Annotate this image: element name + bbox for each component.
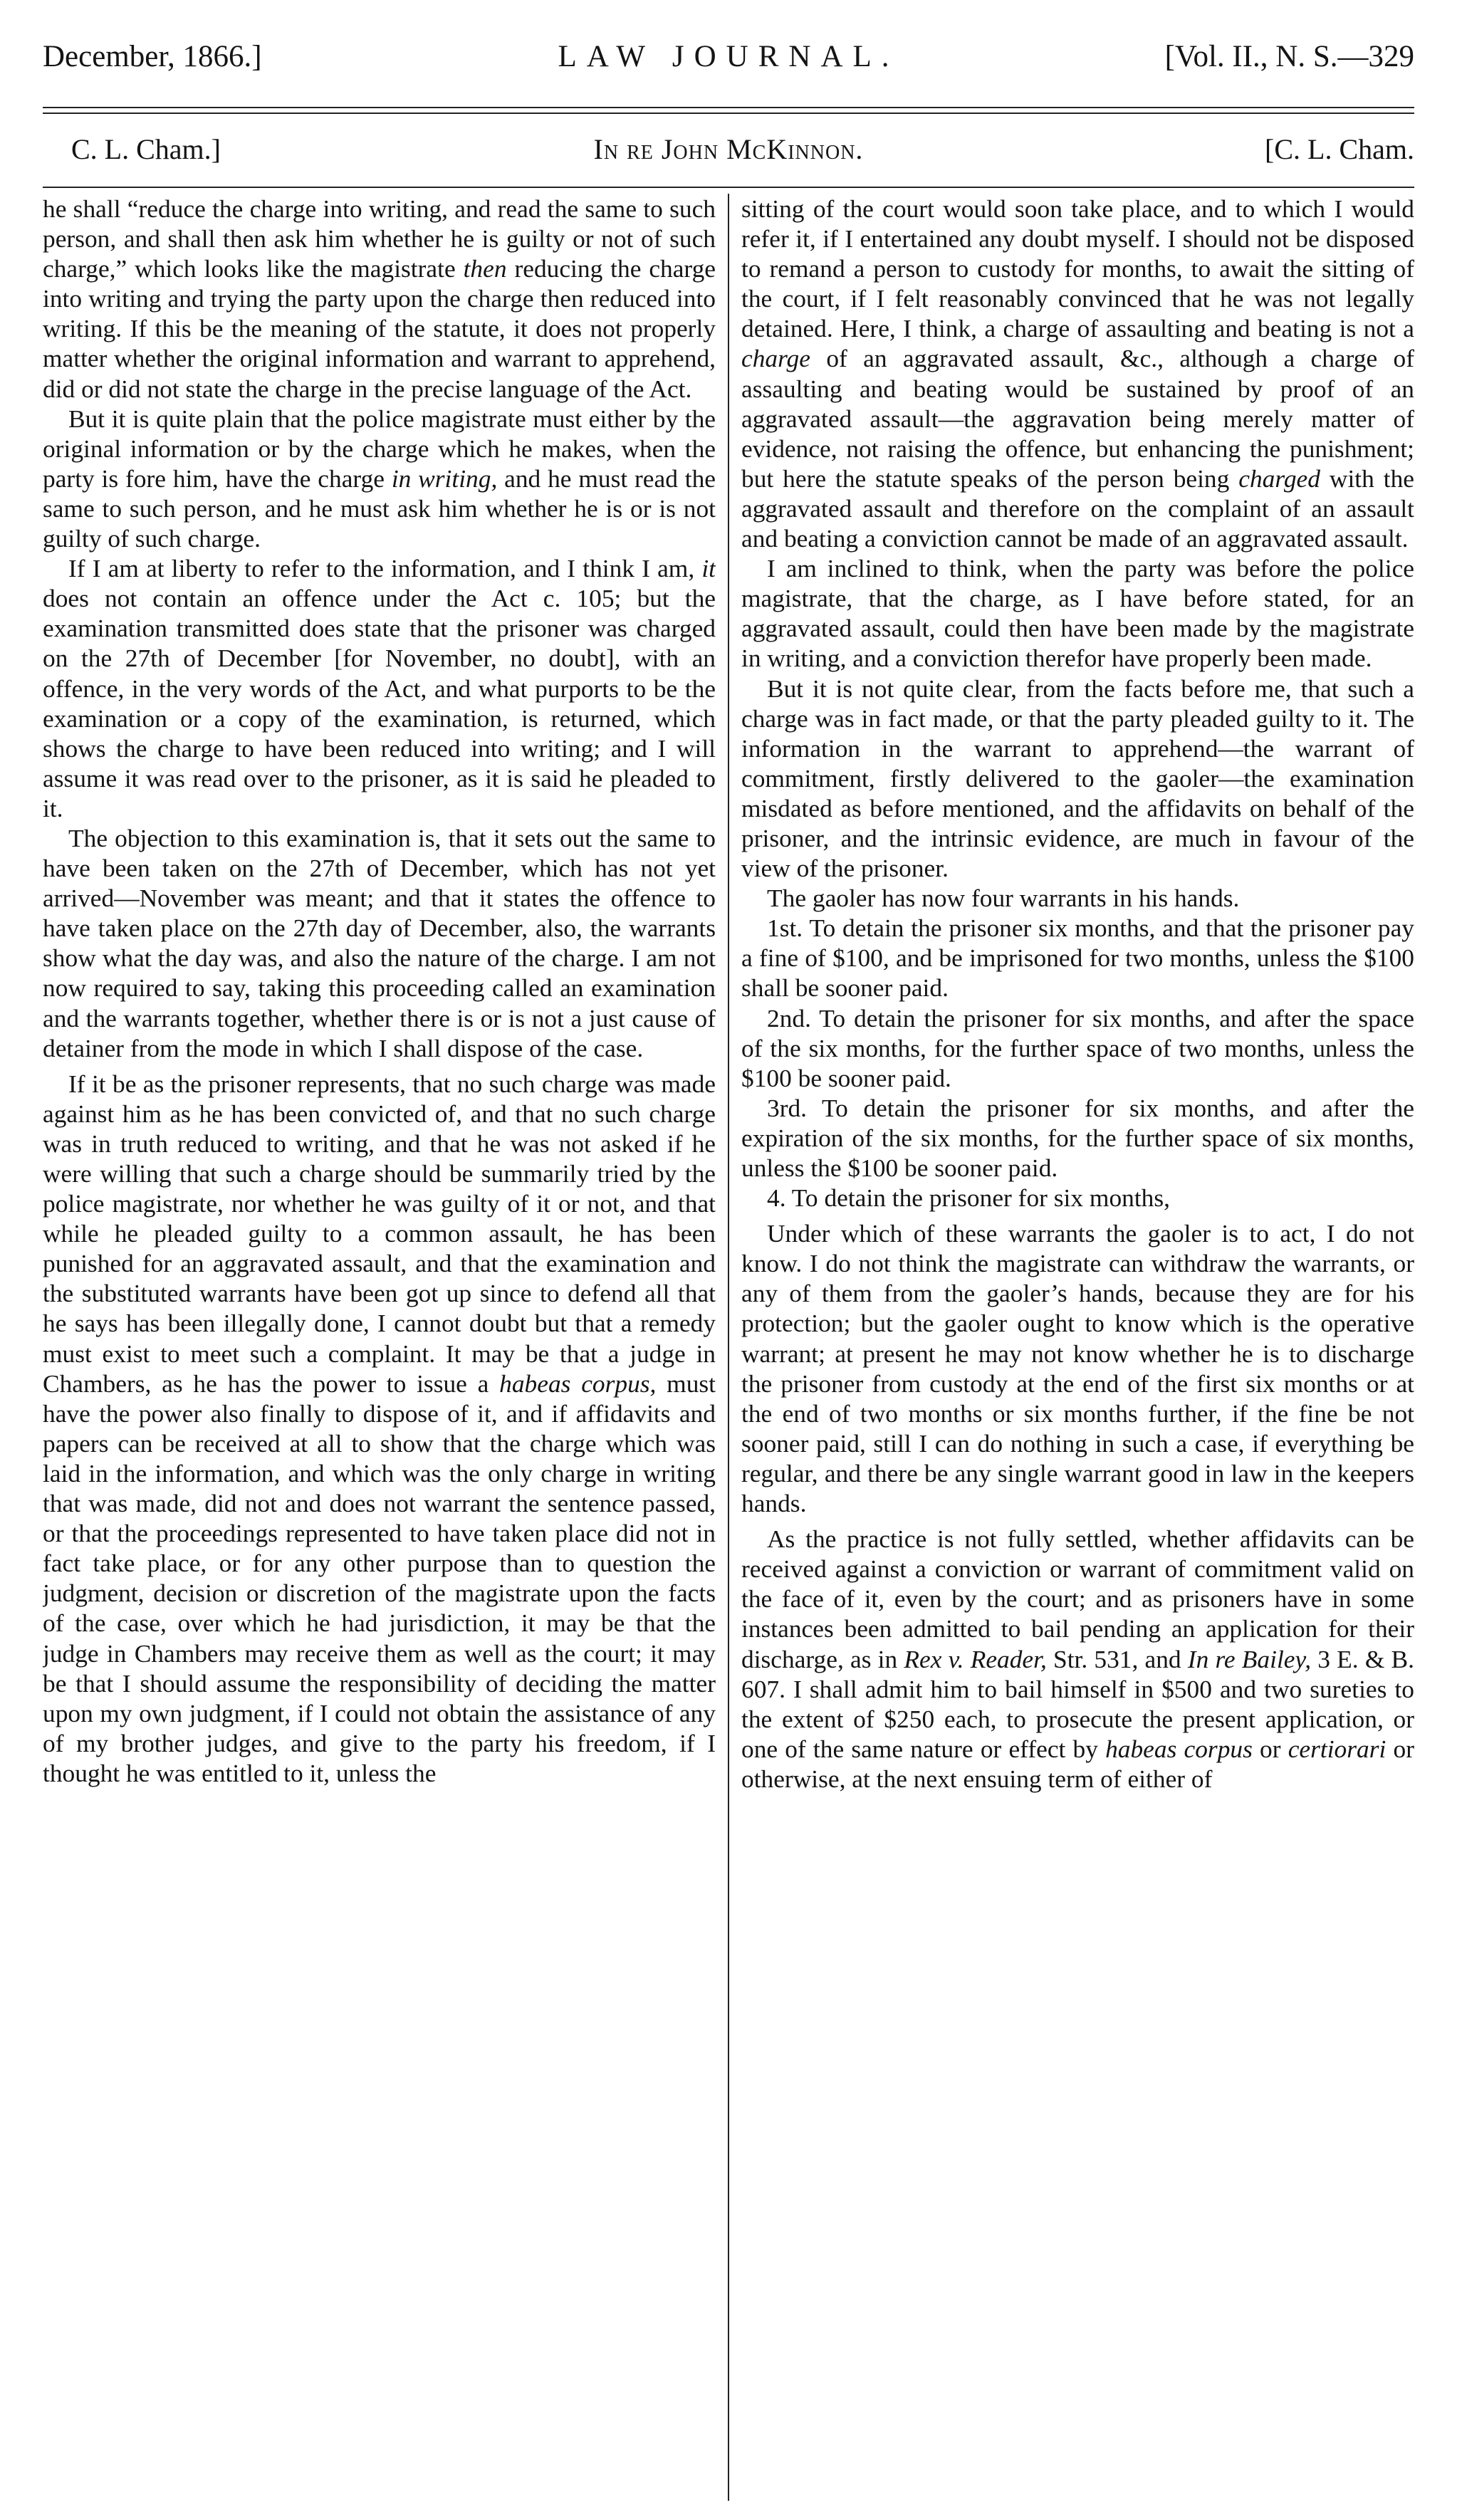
paragraph: I am inclined to think, when the party was before the police magistrate, that the charge, as I have before stated, for an aggravated assault, could then have been made by the magistrate in writing, and a conviction therefor have properly been made.: [741, 554, 1414, 673]
paragraph: If it be as the prisoner represents, that no such charge was made against him as he has been convicted of, and that no such charge was in truth reduced to writing, and that he was not asked if he were willing that such a charge should be summarily tried by the police magistrate, nor whether he was guilty of it or not, and that while he pleaded guilty to a common assault, he has been punished for an aggravated assault, and that the examination and the substituted warrants have been got up since to defend all that he says has been illegally done, I cannot doubt but that a remedy must exist to meet such a complaint. It may be that a judge in Chambers, as he has the power to issue a habeas corpus, must have the power also finally to dispose of it, and if affidavits and papers can be received at all to show that the charge which was laid in the information, and which was the only charge in writing that was made, did not and does not warrant the sentence passed, or that the proceedings represented to have taken place did not in fact take place, or for any other purpose than to question the judgment, decision or discretion of the magistrate upon the facts of the case, over which he had jurisdiction, it may be that the judge in Chambers may receive them as well as the court; it may be that I should assume the responsibility of deciding the matter upon my own judgment, if I could not obtain the assistance of any of my brother judges, and give to the party his freedom, if I thought he was entitled to it, unless the: [43, 1069, 716, 1787]
volume-page-number: [Vol. II., N. S.—329: [1164, 40, 1414, 73]
paragraph: he shall “reduce the charge into writing, and read the same to such person, and shall then ask him whether he is guilty or not of such charge,” which looks like the magistrate then reducing the charge into writing and trying the party upon the charge then reduced into writing. If this be the meaning of the statute, it does not properly matter whether the original information and warrant to apprehend, did or did not state the charge in the precise language of the Act.: [43, 194, 716, 403]
case-head: [43, 121, 1414, 178]
case-title: In re John McKinnon.: [593, 133, 864, 165]
header-rule: [43, 187, 1414, 188]
paragraph: The gaoler has now four warrants in his hands.: [767, 884, 1240, 913]
paragraph: sitting of the court would soon take place, and to which I would refer it, if I entertained any doubt myself. I should not be disposed to remand a person to custody for months, to await the sitting of the court, if I felt reasonably convinced that he was not legally detained. Here, I think, a charge of assaulting and beating is not a charge of an aggravated assault, &c., although a charge of assaulting and beating would be sustained by proof of an aggravated assault—the aggravation being merely matter of evidence, not raising the offence, but enhancing the punishment; but here the statute speaks of the person being charged with the aggravated assault and therefore on the complaint of an assault and beating a conviction cannot be made of an aggravated assault.: [741, 194, 1414, 553]
warrant-item: 1st. To detain the prisoner six months, and that the prisoner pay a fine of $100, and be imprisoned for two months, unless the $100 shall be sooner paid.: [741, 914, 1414, 1003]
running-head: [43, 21, 1414, 93]
paragraph: As the practice is not fully settled, whether affidavits can be received against a conviction or warrant of commitment valid on the face of it, even by the court; and as prisoners have in some instances been admitted to bail pending an application for their discharge, as in Rex v. Reader, Str. 531, and In re Bailey, 3 E. & B. 607. I shall admit him to bail himself in $500 and two sureties to the extent of $250 each, to prosecute the present application, or one of the same nature or effect by habeas corpus or certiorari or otherwise, at the next ensuing term of either of: [741, 1525, 1414, 1793]
running-head-date: December, 1866.]: [43, 40, 262, 73]
warrant-item: 4. To detain the prisoner for six months,: [767, 1183, 1170, 1213]
paragraph: If I am at liberty to refer to the information, and I think I am, it does not contain an offence under the Act c. 105; but the examination transmitted does state that the prisoner was charged on the 27th of December [for November, no doubt], with an offence, in the very words of the Act, and what purports to be the examination or a copy of the examination, is returned, which shows the charge to have been reduced into writing; and I will assume it was read over to the prisoner, as it is said he pleaded to it.: [43, 554, 716, 822]
paragraph: The objection to this examination is, that it sets out the same to have been taken on the 27th of December, which has not yet arrived—November was meant; and that it states the offence to have taken place on the 27th day of December, also, the warrants show what the day was, and also the nature of the charge. I am not now required to say, taking this proceeding called an examination and the warrants together, whether there is or is not a just cause of detainer from the mode in which I shall dispose of the case.: [43, 823, 716, 1062]
header-double-rule: [43, 107, 1414, 114]
court-label-left: C. L. Cham.]: [71, 133, 221, 165]
journal-title: LAW JOURNAL.: [558, 40, 899, 73]
court-label-right: [C. L. Cham.: [1265, 133, 1414, 165]
warrant-item: 2nd. To detain the prisoner for six months, and after the space of the six months, for the further space of two months, unless the $100 be sooner paid.: [741, 1003, 1414, 1092]
paragraph: But it is quite plain that the police magistrate must either by the original information or by the charge which he makes, when the party is fore him, have the charge in writing, and he must read the same to such person, and he must ask him whether he is or is not guilty of such charge.: [43, 404, 716, 553]
warrant-item: 3rd. To detain the prisoner for six months, and after the expiration of the six months, for the further space of six months, unless the $100 be sooner paid.: [741, 1093, 1414, 1182]
paragraph: Under which of these warrants the gaoler is to act, I do not know. I do not think the magistrate can withdraw the warrants, or any of them from the gaoler’s hands, because they are for his protection; but the gaoler ought to know which is the operative warrant; at present he may not know whether he is to discharge the prisoner from custody at the end of the first six months or at the end of two months or six months further, if the fine be not sooner paid, still I can do nothing in such a case, if everything be regular, and there be any single warrant good in law in the keepers hands.: [741, 1219, 1414, 1518]
paragraph: But it is not quite clear, from the facts before me, that such a charge was in fact made, or that the party pleaded guilty to it. The information in the warrant to apprehend—the warrant of commitment, firstly delivered to the gaoler—the examination misdated as before mentioned, and the affidavits on behalf of the prisoner, and the intrinsic evidence, are much in favour of the view of the prisoner.: [741, 674, 1414, 883]
column-divider: [728, 194, 729, 2501]
right-column: [741, 194, 1414, 2501]
left-column: [43, 194, 716, 2501]
